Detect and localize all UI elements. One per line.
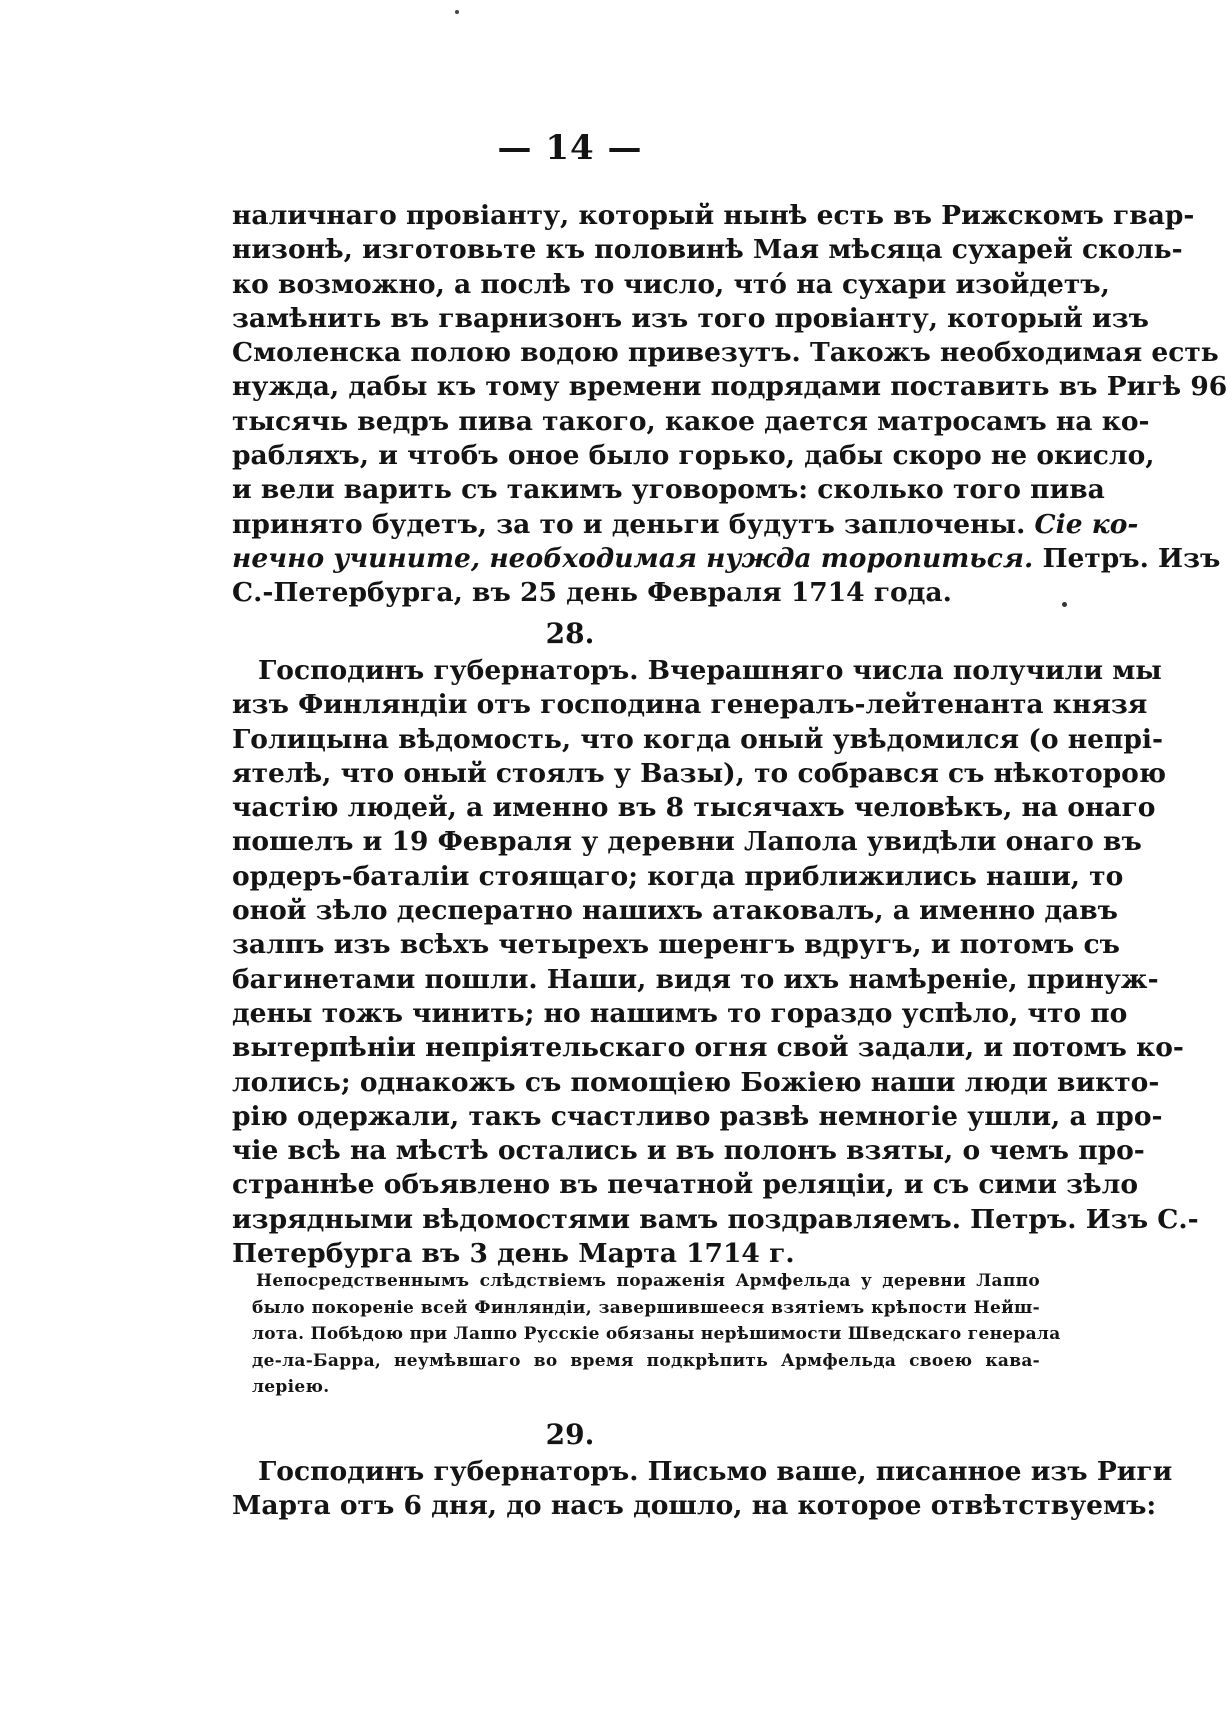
text-line: багинетами пошли. Наши, видя то ихъ намѣреніе, принуж- xyxy=(232,963,1159,995)
text-line: оной зѣло десператно нашихъ атаковалъ, а именно давъ xyxy=(232,895,1118,927)
footnote-line: Непосредственнымъ слѣдствіемъ пораженія Армфельда у деревни Лаппо xyxy=(256,1271,1040,1291)
italic-segment: Сіе ко- xyxy=(1034,508,1139,540)
continuation-paragraph xyxy=(232,199,1227,611)
text-line: тысячь ведръ пива такого, какое дается матросамъ на ко- xyxy=(232,405,1150,437)
text-line: рію одержали, такъ счастливо развѣ немногіе ушли, а про- xyxy=(232,1100,1163,1132)
text-segment: принято будетъ, за то и деньги будутъ заплочены. xyxy=(232,508,1026,540)
text-line: изрядными вѣдомостями вамъ поздравляемъ. Петръ. Изъ С.- xyxy=(232,1203,1199,1235)
text-line: ко возможно, а послѣ то число, чтó на сухари изойдетъ, xyxy=(232,268,1110,300)
page-number: — 14 — xyxy=(497,128,643,168)
text-line: пошелъ и 19 Февраля у деревни Лапола увидѣли онаго въ xyxy=(232,826,1142,858)
text-line: низонѣ, изготовьте къ половинѣ Мая мѣсяца сухарей сколь- xyxy=(232,234,1183,266)
italic-segment: нечно учините, необходимая нужда торопиться. xyxy=(232,542,1034,574)
text-line: чіе всѣ на мѣстѣ остались и въ полонъ взяты, о чемъ про- xyxy=(232,1135,1145,1167)
text-line: дены тожъ чинить; но нашимъ то гораздо успѣло, что по xyxy=(232,997,1128,1029)
text-line: и вели варить съ такимъ уговоромъ: сколько того пива xyxy=(232,474,1105,506)
text-line: ятелѣ, что оный стоялъ у Вазы), то собрався съ нѣкоторою xyxy=(232,757,1166,789)
margin-speck xyxy=(1062,602,1067,607)
text-line: страннѣе объявлено въ печатной реляціи, и съ сими зѣло xyxy=(232,1169,1139,1201)
text-line-mixed xyxy=(232,508,1139,542)
footnote-line: де-ла-Барра, неумѣвшаго во время подкрѣпить Армфельда своею кава- xyxy=(252,1350,1040,1371)
footnote-line: лота. Побѣдою при Лаппо Русскіе обязаны нерѣшимости Шведскаго генерала xyxy=(252,1324,1061,1344)
letter-29-paragraph xyxy=(232,1455,1173,1524)
text-line: вытерпѣніи непріятельскаго огня свой задали, и потомъ ко- xyxy=(232,1032,1184,1064)
text-line: Господинъ губернаторъ. Письмо ваше, писанное изъ Риги xyxy=(258,1456,1173,1487)
letter-number-heading: 29. xyxy=(545,1418,595,1451)
print-speck xyxy=(455,10,459,14)
footnote-line: леріею. xyxy=(252,1377,330,1397)
text-line: замѣнить въ гварнизонъ изъ того провіанту, который изъ xyxy=(232,302,1149,334)
text-line: Смоленска полою водою привезутъ. Такожъ необходимая есть xyxy=(232,337,1219,369)
letter-number-heading: 28. xyxy=(545,617,595,650)
footnote xyxy=(252,1268,1061,1401)
text-segment: Петръ. Изъ xyxy=(1042,542,1221,574)
footnote-line: было покореніе всей Финляндіи, завершившееся взятіемъ крѣпости Нейш- xyxy=(252,1297,1040,1318)
text-line: частію людей, а именно въ 8 тысячахъ человѣкъ, на онаго xyxy=(232,792,1156,824)
text-line: С.-Петербурга, въ 25 день Февраля 1714 года. xyxy=(232,577,952,609)
text-line: наличнаго провіанту, который нынѣ есть въ Рижскомъ гвар- xyxy=(232,200,1195,231)
text-line: рабляхъ, и чтобъ оное было горько, дабы скоро не окисло, xyxy=(232,440,1155,472)
text-line: Марта отъ 6 дня, до насъ дошло, на которое отвѣтствуемъ: xyxy=(232,1490,1157,1522)
text-line-mixed xyxy=(232,542,1221,576)
text-line: Петербурга въ 3 день Марта 1714 г. xyxy=(232,1238,795,1270)
text-line: Голицына вѣдомость, что когда оный увѣдомился (о непрі- xyxy=(232,723,1163,755)
letter-28-paragraph xyxy=(232,654,1199,1271)
text-line: изъ Финляндіи отъ господина генералъ-лейтенанта князя xyxy=(232,689,1148,721)
text-line: залпъ изъ всѣхъ четырехъ шеренгъ вдругъ, и потомъ съ xyxy=(232,929,1120,961)
text-line: Господинъ губернаторъ. Вчерашняго числа получили мы xyxy=(258,655,1162,686)
text-line: ордеръ-баталіи стоящаго; когда приближились наши, то xyxy=(232,860,1124,892)
text-line: нужда, дабы къ тому времени подрядами поставить въ Ригѣ 96 xyxy=(232,371,1227,403)
text-line: лолись; однакожъ съ помощіею Божіею наши люди викто- xyxy=(232,1066,1160,1098)
